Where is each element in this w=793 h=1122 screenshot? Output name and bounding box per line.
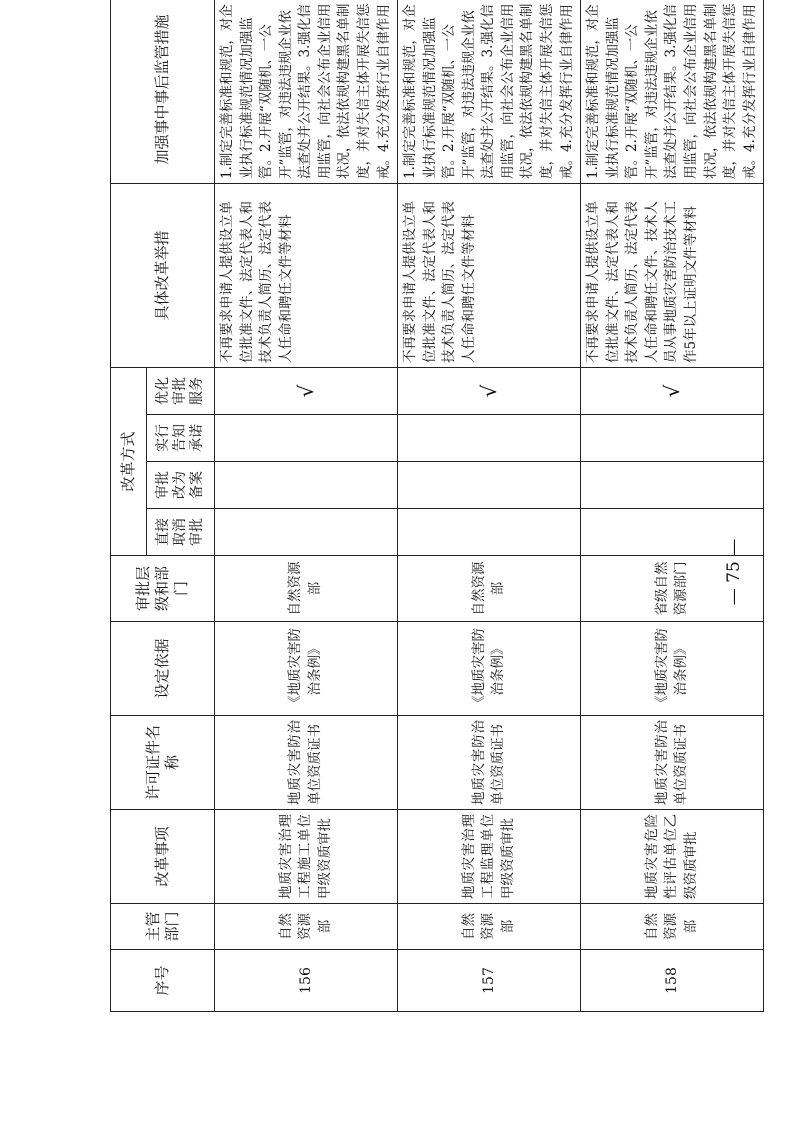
header-seq: 序号 <box>111 950 215 1012</box>
cell-basis: 《地质灾害防治条例》 <box>581 622 764 716</box>
cell-level: 省级自然资源部门 <box>581 556 764 622</box>
cell-dept: 自然资源部 <box>581 904 764 950</box>
header-basis: 设定依据 <box>111 622 215 716</box>
cell-seq: 158 <box>581 950 764 1012</box>
cell-seq: 157 <box>398 950 581 1012</box>
check-mark-icon: √ <box>581 367 764 414</box>
cell-license: 地质灾害防治单位资质证书 <box>581 716 764 810</box>
header-method-notify: 实行告知承诺 <box>147 415 215 462</box>
page-number-text: — 75 — <box>724 538 744 606</box>
cell-supervision: 1.制定完善标准和规范，对企业执行标准规范情况加强监管。2.开展“双随机、一公开”监管，对违法违规企业依法查处并公开结果。3.强化信用监管，向社会公布企业信用状况，依法依规构建黑名单制度，并对失信主体开展失信惩戒。4.充分发挥行业自律作用 <box>398 0 581 183</box>
header-method-optimize: 优化审批服务 <box>147 367 215 414</box>
header-measures: 具体改革举措 <box>111 183 215 367</box>
table-row <box>398 0 581 1012</box>
cell-item: 地质灾害治理工程监理单位甲级资质审批 <box>398 810 581 904</box>
cell-dept: 自然资源部 <box>215 904 398 950</box>
cell-method-cancel <box>215 509 398 556</box>
cell-basis: 《地质灾害防治条例》 <box>215 622 398 716</box>
cell-measures: 不再要求申请人提供设立单位批准文件、法定代表人和技术负责人简历、法定代表人任命和聘任文件、技术人员从事地质灾害防治技术工作5年以上证明文件等材料 <box>581 183 764 367</box>
header-supervision: 加强事中事后监管措施 <box>111 0 215 183</box>
cell-method-filing <box>581 462 764 509</box>
cell-license: 地质灾害防治单位资质证书 <box>398 716 581 810</box>
check-mark-icon: √ <box>398 367 581 414</box>
cell-measures: 不再要求申请人提供设立单位批准文件、法定代表人和技术负责人简历、法定代表人任命和聘任文件等材料 <box>215 183 398 367</box>
cell-license: 地质灾害防治单位资质证书 <box>215 716 398 810</box>
table-row <box>581 0 764 1012</box>
cell-method-notify <box>581 415 764 462</box>
cell-dept: 自然资源部 <box>398 904 581 950</box>
cell-method-notify <box>398 415 581 462</box>
cell-method-cancel <box>398 509 581 556</box>
cell-item: 地质灾害危险性评估单位乙级资质审批 <box>581 810 764 904</box>
cell-basis: 《地质灾害防治条例》 <box>398 622 581 716</box>
header-item: 改革事项 <box>111 810 215 904</box>
check-mark-icon: √ <box>215 367 398 414</box>
cell-method-notify <box>215 415 398 462</box>
cell-method-filing <box>215 462 398 509</box>
header-level: 审批层级和部门 <box>111 556 215 622</box>
table-row <box>215 0 398 1012</box>
cell-level: 自然资源部 <box>215 556 398 622</box>
cell-supervision: 1.制定完善标准和规范，对企业执行标准规范情况加强监管。2.开展“双随机、一公开”监管，对违法违规企业依法查处并公开结果。3.强化信用监管，向社会公布企业信用状况，依法依规构建黑名单制度，并对失信主体开展失信惩戒。4.充分发挥行业自律作用 <box>215 0 398 183</box>
cell-measures: 不再要求申请人提供设立单位批准文件、法定代表人和技术负责人简历、法定代表人任命和聘任文件等材料 <box>398 183 581 367</box>
header-method: 改革方式 <box>111 367 147 555</box>
header-dept: 主管部门 <box>111 904 215 950</box>
header-method-filing: 审批改为备案 <box>147 462 215 509</box>
cell-method-filing <box>398 462 581 509</box>
cell-level: 自然资源部 <box>398 556 581 622</box>
cell-seq: 156 <box>215 950 398 1012</box>
header-method-cancel: 直接取消审批 <box>147 509 215 556</box>
cell-supervision: 1.制定完善标准和规范，对企业执行标准规范情况加强监管。2.开展“双随机、一公开”监管，对违法违规企业依法查处并公开结果。3.强化信用监管，向社会公布企业信用状况，依法依规构建黑名单制度，并对失信主体开展失信惩戒。4.充分发挥行业自律作用 <box>581 0 764 183</box>
header-license: 许可证件名称 <box>111 716 215 810</box>
cell-item: 地质灾害治理工程施工单位甲级资质审批 <box>215 810 398 904</box>
reform-table <box>110 0 764 1012</box>
page-number <box>694 538 774 606</box>
